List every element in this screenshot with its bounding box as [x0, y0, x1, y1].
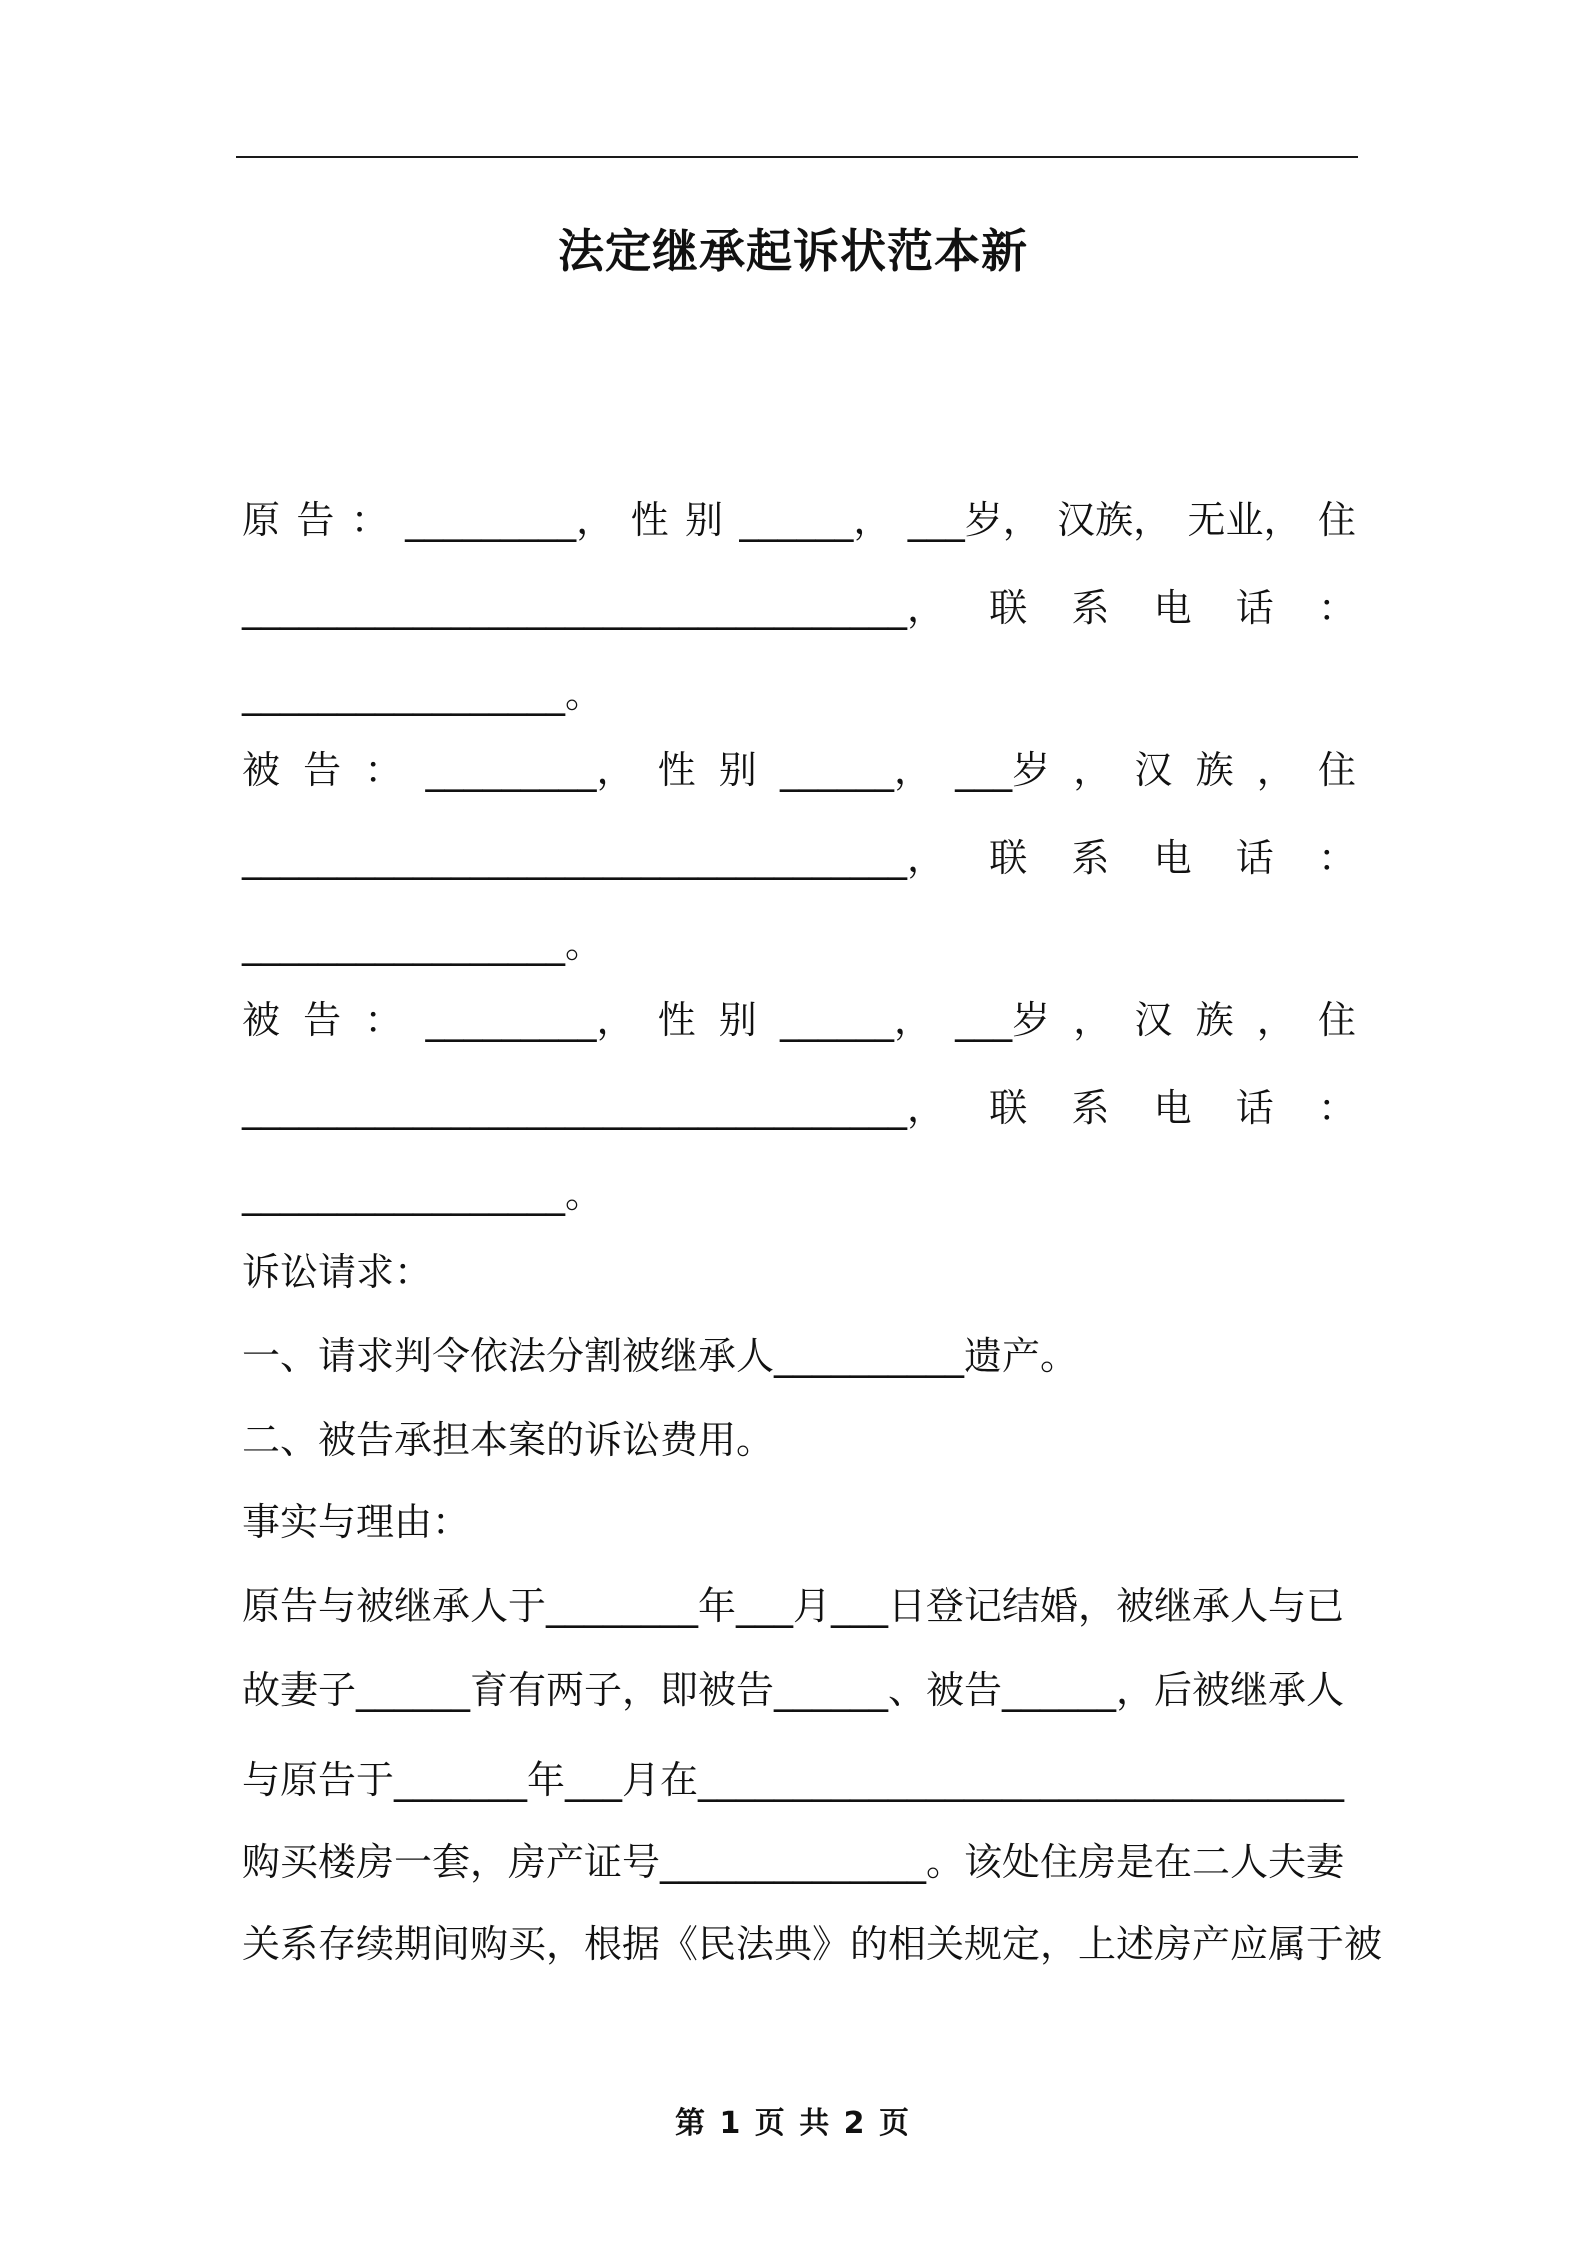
text-token: 汉: [1134, 998, 1173, 1042]
text-token: ：: [364, 748, 403, 792]
text-token: 系: [1071, 586, 1110, 630]
page-number-footer: 第 1 页 共 2 页: [675, 2106, 911, 2141]
text-token: ______，: [779, 998, 932, 1042]
text-token: 电: [1153, 836, 1192, 880]
text-token: 无业，: [1187, 498, 1302, 542]
text-token: 联: [989, 1086, 1028, 1130]
text-token: ___岁，: [907, 498, 1041, 542]
defendant-1-phone-line: _________________。: [242, 922, 604, 966]
text-token: ___________________________________，: [242, 586, 946, 630]
facts-line-1: 原告与被继承人于________年___月___日登记结婚，被继承人与已: [242, 1584, 1345, 1628]
text-token: ：: [350, 498, 389, 542]
text-token: 告: [303, 748, 342, 792]
text-token: 汉族，: [1057, 498, 1172, 542]
text-token: ：: [1317, 1086, 1356, 1130]
text-token: 原: [242, 498, 281, 542]
claim-1: 一、请求判令依法分割被继承人__________遗产。: [242, 1334, 1079, 1378]
header-rule: [236, 156, 1358, 158]
text-token: 住: [1317, 748, 1356, 792]
text-token: 性: [657, 748, 696, 792]
text-token: ，: [1073, 998, 1112, 1042]
defendant-1-address-line: [242, 832, 1356, 884]
text-token: ：: [1317, 586, 1356, 630]
text-token: 别: [718, 748, 757, 792]
text-token: _________，: [425, 998, 635, 1042]
text-token: 电: [1153, 1086, 1192, 1130]
text-token: 住: [1317, 498, 1356, 542]
text-token: ___岁: [955, 998, 1051, 1042]
defendant-2-line: [242, 994, 1356, 1046]
text-token: 告: [296, 498, 335, 542]
text-token: 话: [1235, 836, 1274, 880]
text-token: 电: [1153, 586, 1192, 630]
text-token: 别: [684, 498, 723, 542]
text-token: 系: [1071, 1086, 1110, 1130]
text-token: 性: [657, 998, 696, 1042]
text-token: ，: [1256, 748, 1295, 792]
text-token: 族: [1195, 998, 1234, 1042]
text-token: ______，: [779, 748, 932, 792]
text-token: 话: [1235, 586, 1274, 630]
text-token: ___________________________________，: [242, 836, 946, 880]
facts-line-4: 购买楼房一套，房产证号______________。该处住房是在二人夫妻: [242, 1840, 1345, 1884]
text-token: ：: [364, 998, 403, 1042]
text-token: 系: [1071, 836, 1110, 880]
text-token: 住: [1317, 998, 1356, 1042]
defendant-1-line: [242, 744, 1356, 796]
text-token: 联: [989, 836, 1028, 880]
text-token: 被: [242, 748, 281, 792]
text-token: 联: [989, 586, 1028, 630]
text-token: ，: [1073, 748, 1112, 792]
text-token: _________，: [425, 748, 635, 792]
text-token: _________，: [405, 498, 615, 542]
text-token: 被: [242, 998, 281, 1042]
facts-line-5: 关系存续期间购买，根据《民法典》的相关规定，上述房产应属于被: [242, 1922, 1383, 1966]
text-token: 告: [303, 998, 342, 1042]
text-token: 汉: [1134, 748, 1173, 792]
claim-2: 二、被告承担本案的诉讼费用。: [242, 1418, 775, 1462]
text-token: ，: [1256, 998, 1295, 1042]
text-token: ___岁: [955, 748, 1051, 792]
claims-heading: 诉讼请求：: [242, 1250, 433, 1294]
text-token: ：: [1317, 836, 1356, 880]
text-token: 族: [1195, 748, 1234, 792]
plaintiff-phone-line: _________________。: [242, 672, 604, 716]
defendant-2-phone-line: _________________。: [242, 1172, 604, 1216]
facts-heading: 事实与理由：: [242, 1500, 471, 1544]
plaintiff-line: [242, 494, 1356, 546]
facts-line-2: 故妻子______育有两子，即被告______、被告______，后被继承人: [242, 1668, 1345, 1712]
text-token: ______，: [739, 498, 892, 542]
text-token: ___________________________________，: [242, 1086, 946, 1130]
text-token: 性: [630, 498, 669, 542]
facts-line-3: 与原告于_______年___月在__________________________________: [242, 1758, 1345, 1802]
text-token: 话: [1235, 1086, 1274, 1130]
document-title: 法定继承起诉状范本新: [558, 224, 1028, 278]
defendant-2-address-line: [242, 1082, 1356, 1134]
text-token: 别: [718, 998, 757, 1042]
plaintiff-address-line: [242, 582, 1356, 634]
